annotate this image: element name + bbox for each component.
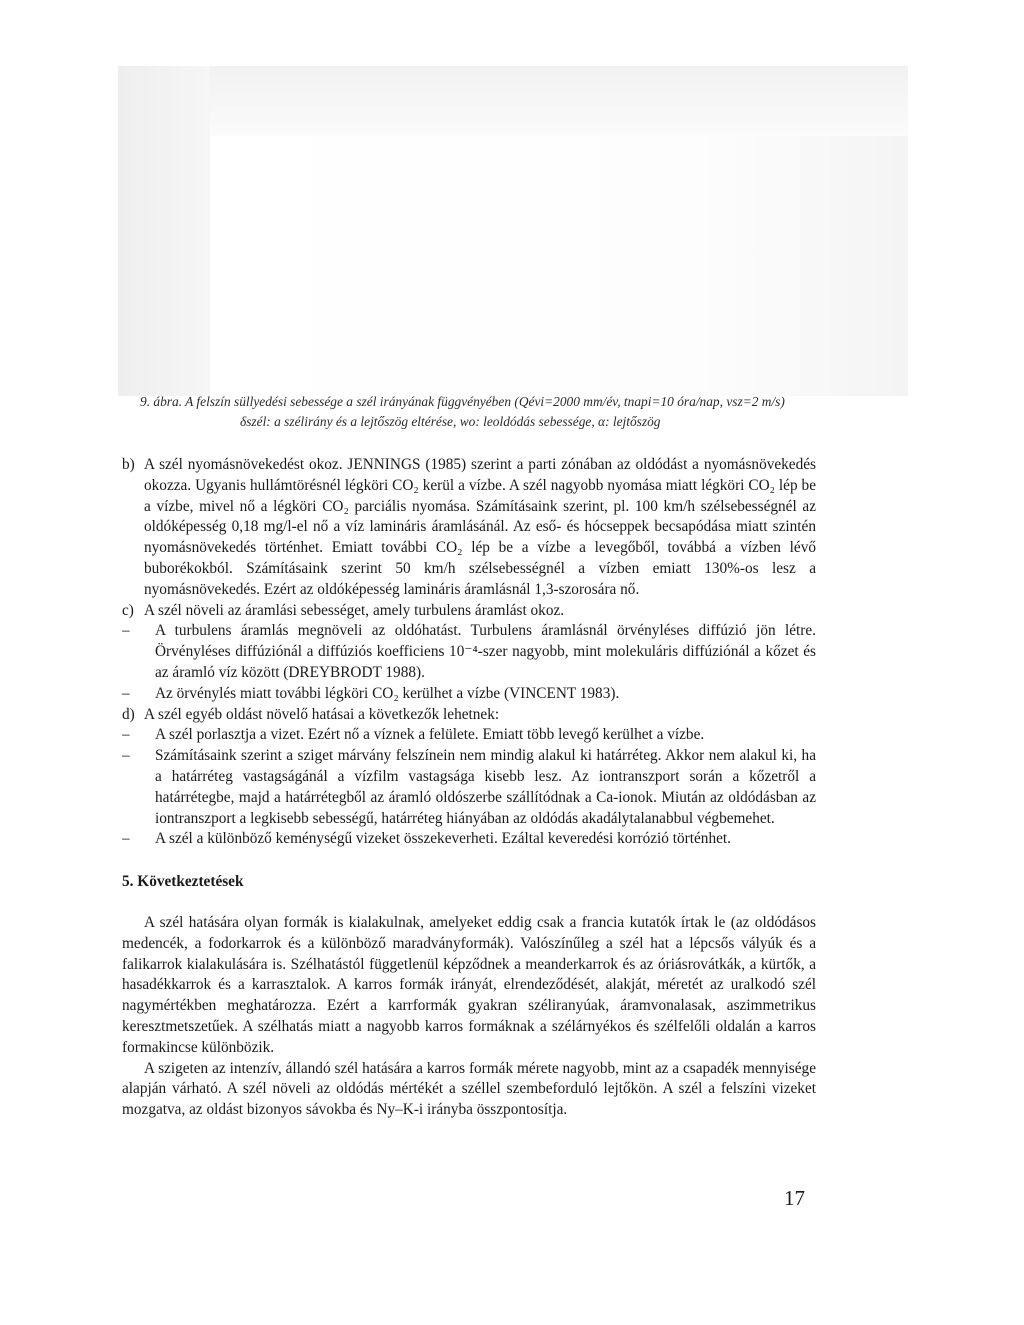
dash-marker: – — [122, 684, 130, 702]
figure-image-blank — [210, 136, 908, 396]
dash-item-d2 — [122, 746, 816, 829]
dash-marker: – — [122, 622, 130, 640]
section-paragraph-1: A szél hatására olyan formák is kialakulnak, amelyeket eddig csak a francia kutatók írtak le (az oldódásos medencék, a fodorkarrok és a különböző maradványformák). Valószínűleg a szél hat a lépcsős vályúk és a falikarrok kialakulására is. Szélhatástól függetlenül képződnek a meanderkarrok és az óriásrovátkák, a kürtők, a hasadékkarrok és a karrasztalok. A karros formák irányát, elrendeződését, alakját, méretét az uralkodó szél nagymértékben meghatározza. Ezért a karrformák gyakran széliranyúak, áramvonalasak, aszimmetrikus keresztmetszetűek. A szélhatás miatt a nagyobb karros formáknak a szélárnyékos és szélfelőli oldalán a karros formakincse különbözik. — [122, 913, 816, 1056]
figure-caption — [140, 392, 830, 432]
dash-item-c1 — [122, 621, 816, 683]
list-item-c — [122, 601, 816, 622]
list-marker-d: d) — [122, 705, 135, 723]
dash-marker: – — [122, 747, 130, 765]
dash-marker: – — [122, 726, 130, 744]
figure-caption-line2: δszél: a szélirány és a lejtőszög eltérése, wo: leoldódás sebessége, α: lejtőszög — [240, 414, 661, 429]
list-marker-c: c) — [122, 601, 134, 619]
paragraph-d: A szél egyéb oldást növelő hatásai a következők lehetnek: — [144, 705, 500, 723]
dash-marker: – — [122, 830, 130, 848]
paragraph-b: A szél nyomásnövekedést okoz. JENNINGS (1985) szerint a parti zónában az oldódást a nyomásnövekedés okozza. Ugyanis hullámtörésnél légköri CO₂ kerül a vízbe. A szél nagyobb nyomása miatt légköri CO₂ lép be a vízbe, mivel nő a légköri CO₂ parciális nyomása. Számításaink szerint, pl. 100 km/h szélsebességnél az oldóképesség 0,18 mg/l-el nő a víz lamináris áramlásánál. Az eső- és hócseppek becsapódása miatt szintén nyomásnövekedés történhet. Emiatt további CO₂ lép be a vízbe a levegőből, továbbá a vízben lévő buborékokból. Számításaink szerint 50 km/h szélsebességnél a vízben emiatt 130%-os lesz a nyomásnövekedés. Ezért az oldóképesség lamináris áramlásnál 1,3-szorosára nő. — [144, 456, 816, 598]
dash-text-c1: A turbulens áramlás megnöveli az oldóhatást. Turbulens áramlásnál örvényléses diffúzió jön létre. Örvényléses diffúziónál a diffúziós koefficiens 10⁻⁴-szer nagyobb, mint molekuláris diffúziónál a kőzet és az áramló víz között (DREYBRODT 1988). — [155, 622, 816, 681]
dash-text-d3: A szél a különböző keménységű vizeket összekeverheti. Ezáltal keveredési korrózió történhet. — [155, 830, 731, 848]
paragraph-c: A szél növeli az áramlási sebességet, amely turbulens áramlást okoz. — [144, 601, 565, 619]
dash-item-d1 — [122, 725, 816, 746]
dash-text-d1: A szél porlasztja a vizet. Ezért nő a víznek a felülete. Emiatt több levegő kerülhet a vízbe. — [155, 726, 705, 744]
figure-caption-line1: 9. ábra. A felszín süllyedési sebessége a szél irányának függvényében (Qévi=2000 mm/év, tnapi=10 óra/nap, vsz=2 m/s) — [140, 394, 785, 409]
list-item-d — [122, 705, 816, 726]
article-body — [122, 455, 816, 1121]
figure-area — [118, 66, 908, 136]
section-paragraph-2: A szigeten az intenzív, állandó szél hatására a karros formák mérete nagyobb, mint az a csapadék mennyisége alapján várható. A szél növeli az oldódás mértékét a széllel szembeforduló lejtőkön. A szél a felszíni vizeket mozgatva, az oldást bizonyos sávokba és Ny–K-i irányba összpontosítja. — [122, 1059, 816, 1119]
dash-item-d3 — [122, 829, 816, 850]
list-item-b — [122, 455, 816, 601]
dash-item-c2 — [122, 684, 816, 705]
section-heading: 5. Következtetések — [122, 873, 244, 891]
page-number: 17 — [784, 1186, 805, 1210]
list-marker-b: b) — [122, 456, 135, 473]
figure-left-edge — [118, 66, 210, 396]
dash-text-d2: Számításaink szerint a sziget márvány felszínein nem mindig alakul ki határréteg. Akkor nem alakul ki, ha a határréteg vastagságánál a vízfilm vastagsága kisebb lesz. Az iontranszport során a kőzetről a határrétegbe, majd a határrétegből az áramló oldószerbe szállítódnak a Ca-ionok. Miután az oldódásban az iontranszport a legkisebb sebességű, határréteg hiányában az oldódás akadálytalanabbul végbemehet. — [155, 747, 816, 827]
dash-text-c2: Az örvénylés miatt további légköri CO₂ kerülhet a vízbe (VINCENT 1983). — [155, 684, 620, 702]
